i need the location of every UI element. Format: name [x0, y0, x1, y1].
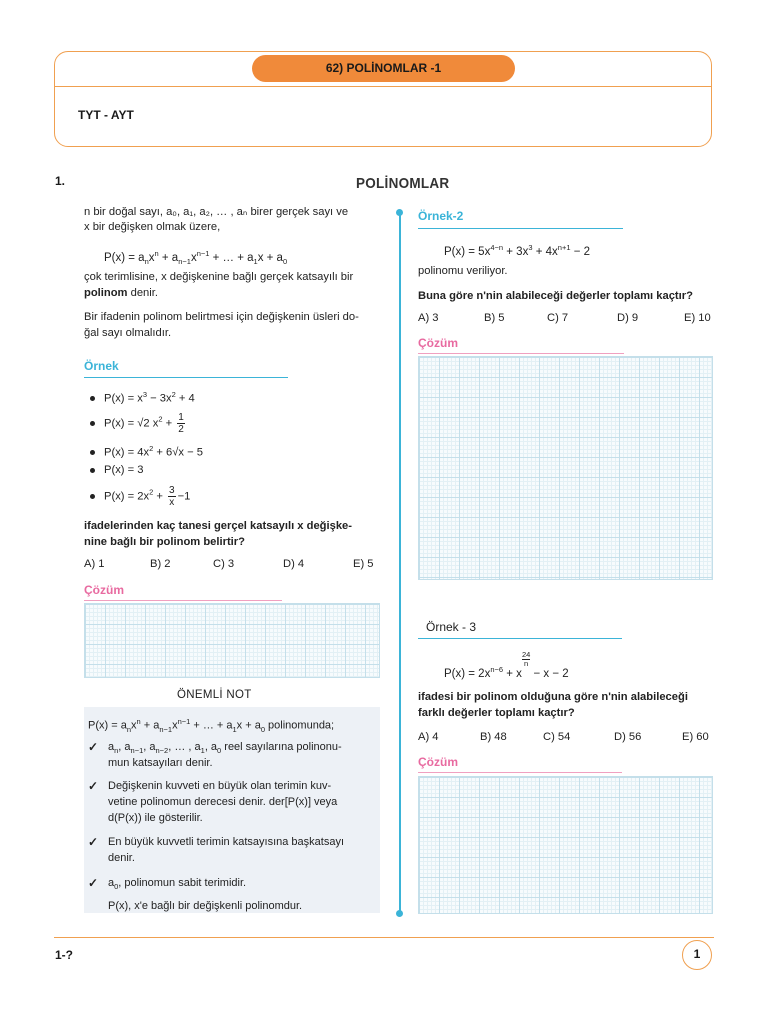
example3-solution-underline: [418, 772, 622, 773]
example-heading-underline: [84, 377, 288, 378]
option-b[interactable]: B) 48: [480, 731, 507, 743]
option-e[interactable]: E) 10: [684, 312, 711, 324]
option-d[interactable]: D) 56: [614, 731, 642, 743]
note-item-3-line-2: denir.: [108, 852, 135, 864]
example1-question-line-1: ifadelerinden kaç tanesi gerçel katsayılı x değişke-: [84, 520, 353, 532]
option-b[interactable]: B) 2: [150, 558, 171, 570]
bullet-icon: [90, 421, 95, 426]
example3-underline: [418, 638, 622, 639]
example-item-5: $P(x) = 2x^2$ + $\frac{3}{x}$ −1: [90, 485, 190, 508]
example3-formula: $P(x) = 2x^{n-6} + x$ $\frac{24}{n}$ − x − 2: [444, 650, 569, 680]
example2-heading: Örnek-2: [418, 209, 464, 223]
option-a[interactable]: A) 4: [418, 731, 439, 743]
example2-underline: [418, 228, 623, 229]
check-icon: ✓: [88, 876, 99, 890]
intro-line-5: Bir ifadenin polinom belirtmesi için değişkenin üsleri do-: [84, 311, 359, 323]
intro-line-4: [84, 286, 158, 301]
example-item-3: $P(x) = 4x^2 + 6√x - 5$: [90, 444, 203, 459]
example-heading: Örnek: [84, 359, 119, 373]
solution-grid-2[interactable]: [418, 356, 713, 580]
footer-range: 1-?: [55, 948, 73, 962]
option-a[interactable]: A) 3: [418, 312, 439, 324]
example3-question-line-2: farklı değerler toplamı kaçtır?: [418, 707, 575, 719]
worksheet-title: 62) POLİNOMLAR -1: [252, 55, 515, 82]
note-item-2-line-3: d(P(x)) ile gösterilir.: [108, 812, 203, 824]
important-note-title: ÖNEMLİ NOT: [177, 689, 252, 701]
option-e[interactable]: E) 5: [353, 558, 374, 570]
option-b[interactable]: B) 5: [484, 312, 505, 324]
intro-line-6: ğal sayı olmalıdır.: [84, 327, 172, 339]
note-item-3-line-1: En büyük kuvvetli terimin katsayısına başkatsayı: [108, 836, 344, 848]
example2-formula: $P(x) = 5x^{4-n} + 3x^3 + 4x^{n+1} - 2$: [444, 243, 591, 258]
note-item-2-line-1: Değişkenin kuvveti en büyük olan terimin kuv-: [108, 780, 332, 792]
example-item-2: P(x) = √2 $x^2$ + $\frac{1}{2}$: [90, 412, 187, 435]
solution-grid-1[interactable]: [84, 603, 380, 678]
example2-given: polinomu veriliyor.: [418, 265, 508, 277]
polynomial-general-formula: $P(x) = a_nx^n + a_{n-1}x^{n-1}$ + … + $a_1x + a_0$: [104, 249, 288, 267]
bullet-icon: [90, 494, 95, 499]
example3-options: [418, 731, 714, 747]
example3-solution-heading: Çözüm: [418, 755, 458, 769]
check-icon: ✓: [88, 740, 99, 754]
header-divider: [55, 86, 711, 87]
example-item-1: $P(x) = x^3 - 3x^2 + 4$: [90, 390, 195, 405]
polinom-term: polinom: [84, 287, 128, 299]
example1-options: [84, 558, 380, 574]
exam-type-label: TYT - AYT: [78, 108, 134, 122]
option-c[interactable]: C) 54: [543, 731, 571, 743]
option-d[interactable]: D) 4: [283, 558, 305, 570]
example-item-4: P(x) = 3: [90, 464, 143, 476]
bullet-icon: [90, 468, 95, 473]
note-intro: $P(x) = a_nx^n + a_{n-1}x^{n-1}$ + … + $a_1x + a_0$ polinomunda;: [88, 717, 335, 734]
option-a[interactable]: A) 1: [84, 558, 105, 570]
intro-line-4-rest: denir.: [127, 287, 158, 299]
bullet-icon: [90, 396, 95, 401]
option-c[interactable]: C) 7: [547, 312, 569, 324]
solution-heading: Çözüm: [84, 583, 124, 597]
example3-question-line-1: ifadesi bir polinom olduğuna göre n'nin alabileceği: [418, 691, 688, 703]
note-item-2-line-2: vetine polinomun derecesi denir. der[P(x)] veya: [108, 796, 338, 808]
note-last-line: P(x), x'e bağlı bir değişkenli polinomdur.: [108, 900, 303, 912]
note-item-4: $a_0$, polinomun sabit terimidir.: [108, 877, 247, 892]
example3-heading: Örnek - 3: [426, 620, 477, 634]
example2-options: [418, 312, 714, 328]
intro-line-3: çok terimlisine, x değişkenine bağlı gerçek katsayılı bir: [84, 271, 354, 283]
page-number: 1: [682, 940, 712, 970]
divider-top-dot: [396, 209, 403, 216]
example2-solution-heading: Çözüm: [418, 336, 458, 350]
intro-line-2: x bir değişken olmak üzere,: [84, 221, 221, 233]
option-c[interactable]: C) 3: [213, 558, 235, 570]
column-divider: [399, 213, 401, 916]
example2-question: Buna göre n'nin alabileceği değerler toplamı kaçtır?: [418, 290, 693, 302]
option-d[interactable]: D) 9: [617, 312, 639, 324]
note-item-1-line-2: mun katsayıları denir.: [108, 757, 213, 769]
solution-underline: [84, 600, 282, 601]
bullet-icon: [90, 450, 95, 455]
example1-question-line-2: nine bağlı bir polinom belirtir?: [84, 536, 245, 548]
divider-bottom-dot: [396, 910, 403, 917]
page-title: POLİNOMLAR: [356, 175, 450, 192]
option-e[interactable]: E) 60: [682, 731, 709, 743]
check-icon: ✓: [88, 779, 99, 793]
question-number: 1.: [55, 174, 66, 188]
intro-line-1: n bir doğal sayı, a₀, a₁, a₂, … , aₙ birer gerçek sayı ve: [84, 206, 349, 218]
example2-solution-underline: [418, 353, 624, 354]
solution-grid-3[interactable]: [418, 776, 713, 914]
check-icon: ✓: [88, 835, 99, 849]
footer-divider: [54, 937, 714, 938]
note-item-1-line-1: $a_n$, $a_{n-1}$, $a_{n-2}$, … , $a_1$, $a_0$ reel sayılarına polinonu-: [108, 741, 342, 756]
